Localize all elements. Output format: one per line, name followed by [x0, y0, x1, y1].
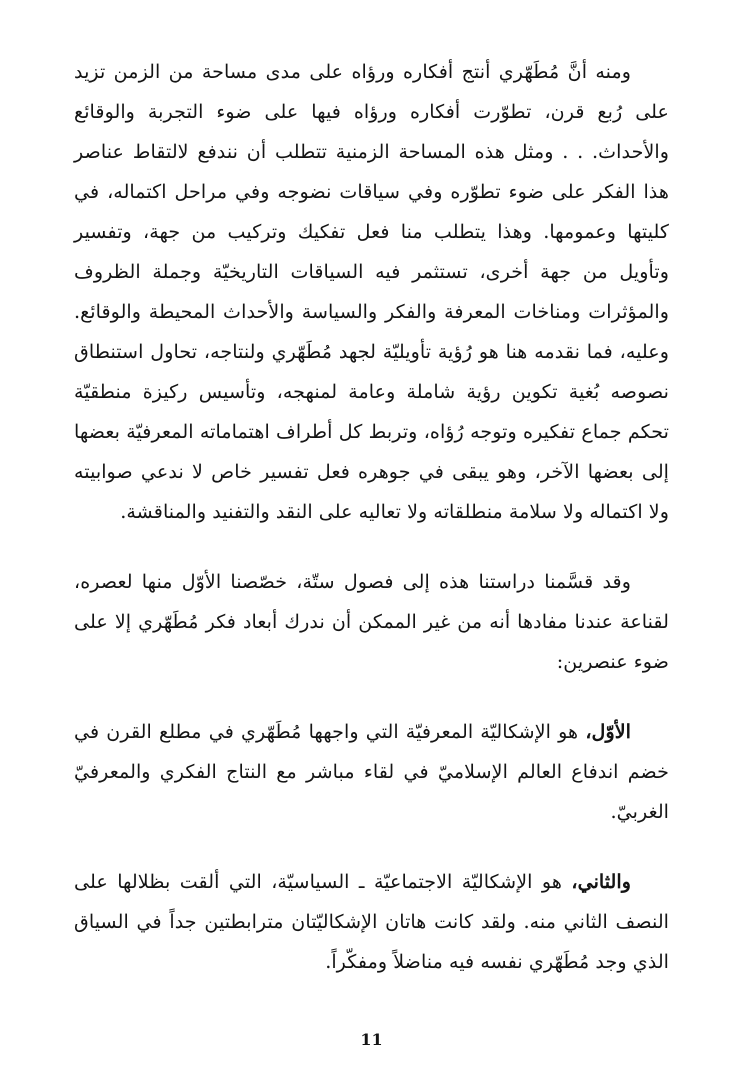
- second-element-lead: والثاني،: [571, 870, 631, 893]
- paragraph-intro: ومنه أنَّ مُطَهّري أنتج أفكاره ورؤاه على مدى مساحة من الزمن تزيد على رُبع قرن، تطوّرت أفكاره ورؤاه فيها على ضوء التجربة والوقائع والأحداث. . . ومثل هذه المساحة الزمنية تتطلب أن نندفع لالتقاط عناصر هذا الفكر على ضوء تطوّره وفي سياقات نضوجه وفي مراحل اكتماله، في كليتها وعمومها. وهذا يتطلب منا فعل تفكيك وتركيب من جهة، وتفسير وتأويل من جهة أخرى، تستثمر فيه السياقات التاريخيّة وجملة الظروف والمؤثرات ومناخات المعرفة والفكر والسياسة والأحداث المحيطة والوقائع. وعليه، فما نقدمه هنا هو رُؤية تأويليّة لجهد مُطَهّري ولنتاجه، تحاول استنطاق نصوصه بُغية تكوين رؤية شاملة وعامة لمنهجه، وتأسيس ركيزة منطقيّة تحكم جماع تفكيره وتوجه رُؤاه، وتربط كل أطراف اهتماماته المعرفيّة بعضها إلى بعضها الآخر، وهو يبقى في جوهره فعل تفسير خاص لا ندعي صوابيته ولا اكتماله ولا سلامة منطلقاته ولا تعاليه على النقد والتفنيد والمناقشة.: [74, 60, 669, 523]
- paragraph-second-element: [74, 862, 669, 982]
- first-element-text: هو الإشكاليّة المعرفيّة التي واجهها مُطَهّري في مطلع القرن في خضم اندفاع العالم الإسلاميّ في لقاء مباشر مع النتاج الفكري والمعرفيّ الغربيّ.: [74, 720, 669, 823]
- paragraph-first-element: [74, 712, 669, 832]
- paragraph-chapters: وقد قسَّمنا دراستنا هذه إلى فصول ستّة، خصّصنا الأوّل منها لعصره، لقناعة عندنا مفادها أنه من غير الممكن أن ندرك أبعاد فكر مُطَهّري إلا على ضوء عنصرين:: [74, 570, 669, 673]
- second-element-text: هو الإشكاليّة الاجتماعيّة ـ السياسيّة، التي ألقت بظلالها على النصف الثاني منه. ولقد كانت هاتان الإشكاليّتان مترابطتين جداً في السياق الذي وجد مُطَهّري نفسه فيه مناضلاً ومفكّراً.: [74, 870, 669, 973]
- page-number: 11: [360, 1030, 383, 1049]
- first-element-lead: الأوّل،: [585, 720, 631, 743]
